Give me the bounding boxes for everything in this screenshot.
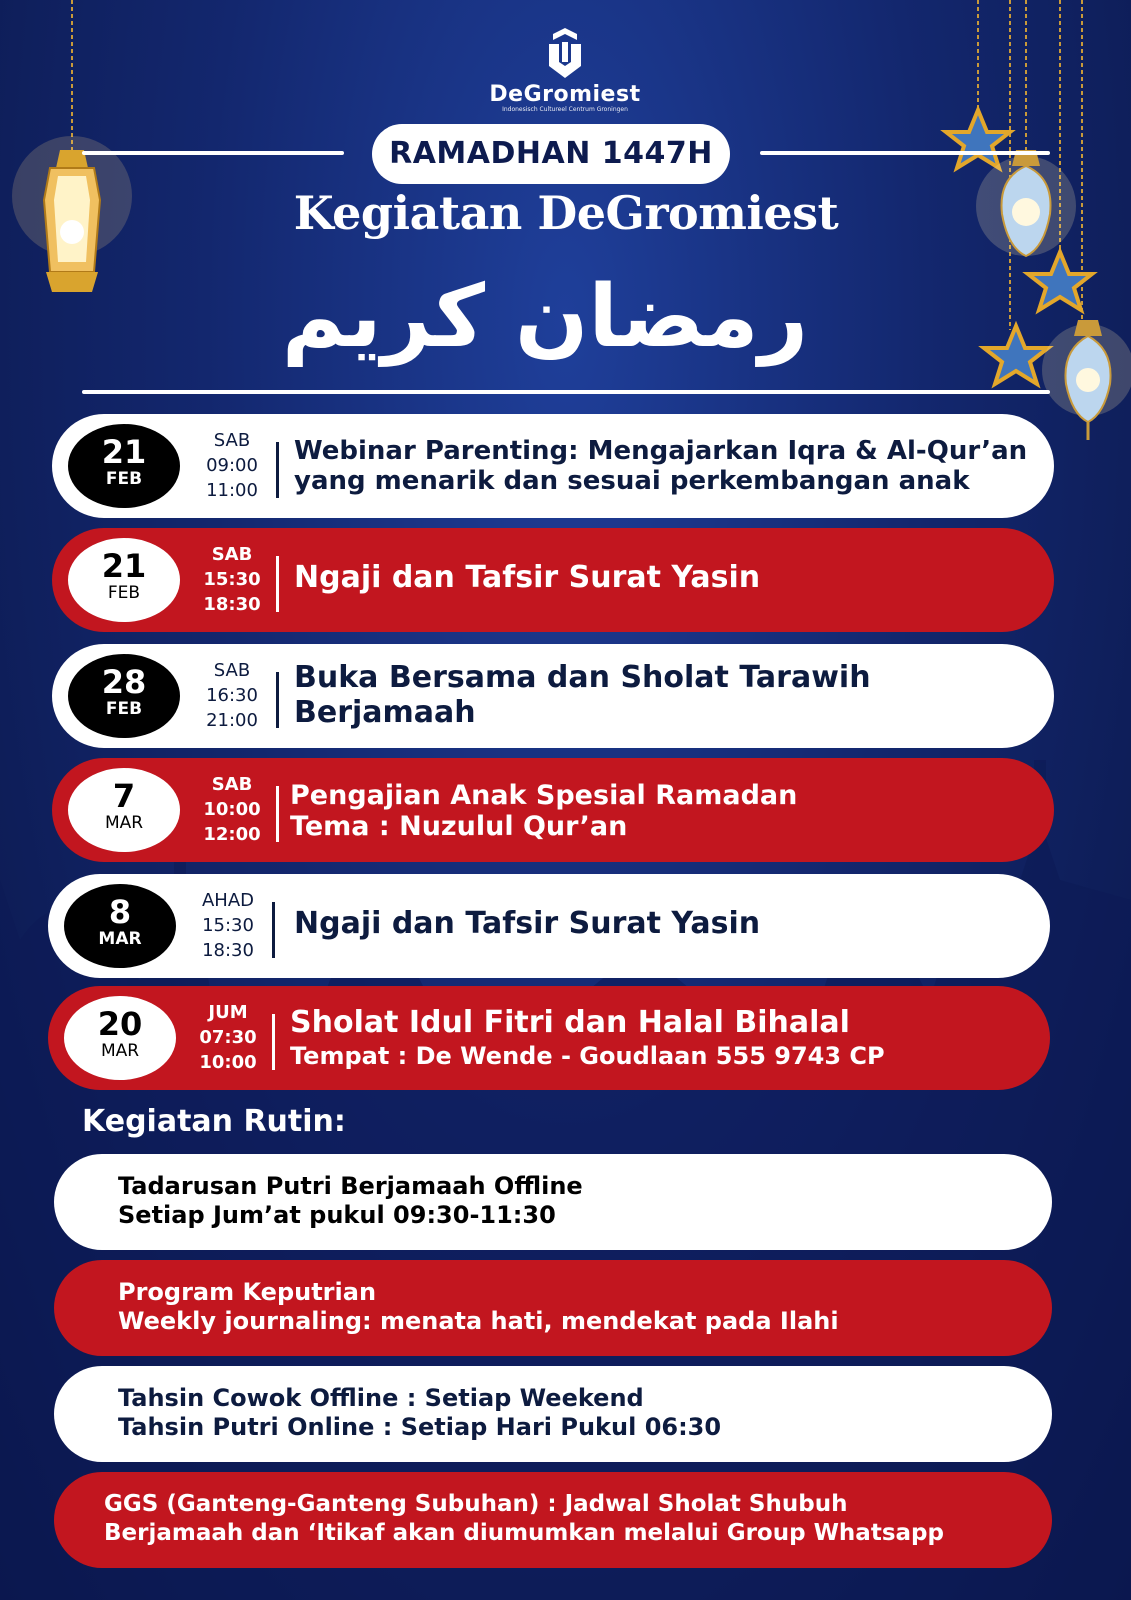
event-title: Webinar Parenting: Mengajarkan Iqra & Al-Qur’an yang menarik dan sesuai perkembangan anak — [294, 436, 1028, 496]
routine-heading: Kegiatan Rutin: — [82, 1104, 346, 1139]
event-weekday: AHAD — [201, 890, 255, 911]
routine-line: Setiap Jum’at pukul 09:30-11:30 — [118, 1201, 556, 1229]
logo-name: DeGromiest — [489, 82, 641, 107]
event-times — [186, 428, 278, 503]
event-month: MAR — [98, 929, 142, 949]
logo-subtitle: Indonesisch Cultureel Centrum Groningen — [502, 106, 628, 113]
routine-line: Tadarusan Putri Berjamaah Offline — [118, 1172, 583, 1200]
routine-item — [54, 1472, 1052, 1568]
event-separator — [276, 786, 279, 842]
hanging-lantern-icon — [12, 0, 132, 292]
event-start: 15:30 — [203, 569, 261, 590]
event-start: 10:00 — [203, 799, 261, 820]
event-separator — [272, 1014, 275, 1070]
routine-line: Tahsin Cowok Offline : Setiap Weekend — [118, 1384, 644, 1412]
date-badge — [68, 768, 180, 852]
event-weekday: SAB — [213, 660, 251, 681]
routine-line: Program Keputrian — [118, 1278, 377, 1306]
event-separator — [276, 672, 279, 728]
event-month: MAR — [104, 813, 144, 833]
event-separator — [276, 556, 279, 612]
event-end: 21:00 — [206, 710, 258, 731]
routine-item — [54, 1154, 1052, 1250]
event-times — [186, 658, 278, 733]
event-day: 21 — [101, 433, 147, 471]
event-weekday: SAB — [211, 774, 253, 795]
event-month: MAR — [100, 1041, 140, 1061]
event-end: 18:30 — [203, 594, 261, 615]
event-weekday: SAB — [213, 430, 251, 451]
event-weekday: SAB — [211, 544, 253, 565]
event-month: FEB — [105, 699, 143, 719]
event-end: 18:30 — [202, 940, 254, 961]
routine-line: Tahsin Putri Online : Setiap Hari Pukul 06:30 — [118, 1413, 722, 1441]
event-title: Sholat Idul Fitri dan Halal Bihalal — [290, 1005, 850, 1040]
event-day: 8 — [108, 893, 132, 931]
event-row — [52, 644, 1054, 748]
routine-line: GGS (Ganteng-Ganteng Subuhan) : Jadwal Sholat Shubuh — [104, 1491, 848, 1517]
calligraphy-text: رمضان كريم — [281, 267, 809, 367]
event-month: FEB — [105, 469, 143, 489]
divider-line — [82, 390, 1050, 394]
event-start: 09:00 — [206, 455, 258, 476]
event-end: 11:00 — [206, 480, 258, 501]
date-badge — [64, 996, 176, 1080]
event-day: 21 — [101, 547, 147, 585]
divider-line — [82, 151, 344, 155]
degromiest-logo-icon — [545, 28, 585, 78]
event-times — [186, 542, 278, 617]
event-start: 15:30 — [202, 915, 254, 936]
event-row — [52, 758, 1054, 862]
event-times — [186, 772, 278, 847]
event-separator — [272, 902, 275, 958]
event-row — [48, 986, 1050, 1090]
event-times — [182, 1000, 274, 1075]
event-title: Ngaji dan Tafsir Surat Yasin — [294, 906, 761, 941]
date-badge — [64, 884, 176, 968]
divider-line — [760, 151, 1050, 155]
event-row — [52, 414, 1054, 518]
routine-line: Weekly journaling: menata hati, mendekat pada Ilahi — [118, 1307, 839, 1335]
event-end: 12:00 — [203, 824, 261, 845]
event-times — [182, 888, 274, 963]
routine-item — [54, 1366, 1052, 1462]
degromiest-logo — [470, 28, 660, 114]
event-title: Ngaji dan Tafsir Surat Yasin — [294, 560, 761, 595]
event-location: Tempat : De Wende - Goudlaan 555 9743 CP — [290, 1042, 885, 1070]
event-row — [48, 874, 1050, 978]
event-day: 7 — [112, 777, 136, 815]
event-end: 10:00 — [199, 1052, 257, 1073]
ramadan-kareem-calligraphy — [281, 248, 809, 378]
routine-item — [54, 1260, 1052, 1356]
ramadhan-badge: RAMADHAN 1447H — [372, 124, 730, 184]
date-badge — [68, 538, 180, 622]
event-day: 28 — [101, 663, 147, 701]
routine-line: Berjamaah dan ‘Itikaf akan diumumkan melalui Group Whatsapp — [104, 1520, 944, 1546]
event-month: FEB — [107, 583, 141, 603]
date-badge — [68, 424, 180, 508]
event-separator — [276, 442, 279, 498]
date-badge — [68, 654, 180, 738]
event-day: 20 — [97, 1005, 143, 1043]
event-row — [52, 528, 1054, 632]
event-weekday: JUM — [208, 1002, 248, 1023]
event-title: Pengajian Anak Spesial Ramadan Tema : Nuzulul Qur’an — [290, 780, 798, 842]
event-start: 16:30 — [206, 685, 258, 706]
page-title: Kegiatan DeGromiest — [293, 186, 839, 240]
event-title: Buka Bersama dan Sholat Tarawih Berjamaah — [294, 660, 871, 730]
event-start: 07:30 — [199, 1027, 257, 1048]
